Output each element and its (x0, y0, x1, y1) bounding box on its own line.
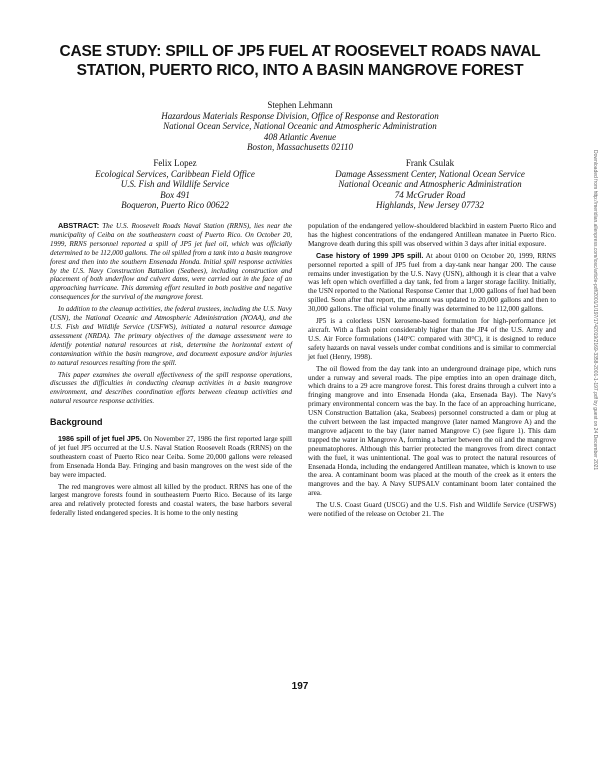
author-affiliation: National Oceanic and Atmospheric Administration (338, 179, 522, 189)
body-paragraph: Case history of 1999 JP5 spill. At about 0100 on October 20, 1999, RRNS personnel reported a spill of JP5 fuel from a day-tank near hangar 200. The cause remains under investigation by the U.S. Navy (USN), although it is clear that a valve was left open which overfilled a day tank, fed from a larger storage facility. Initially, the USN reported to the National Response Center that 1,000 gallons of fuel had been spilled. Soon after that report, the amount was updated to 20,000 gallons and then to 30,000 gallons. The official volume finally was determined to be 112,000 gallons. (308, 250, 556, 314)
abstract-label: ABSTRACT: (58, 221, 100, 230)
abstract-paragraph: In addition to the cleanup activities, the federal trustees, including the U.S. Navy (USN), the National Oceanic and Atmospheric Administration (NOAA), and the U.S. Fish and Wildlife Service (USFWS), initiated a natural resource damage assessment (NRDA). The primary objectives of the damage assessment were to identify potential natural resources at risk, determine the horizontal extent of contamination within the basin mangrove, and document exposure and/or injuries to natural resources resulting from the spill. (50, 305, 292, 367)
download-watermark: Downloaded from http://meridian.allenpress.com/iosc/article-pdf/2001/1/197/1742019/2169-3358-2001-1-197.pdf by guest on 24 December 2021 (592, 150, 598, 471)
left-column (50, 222, 292, 521)
left-author-block (50, 158, 300, 211)
author-affiliation: National Ocean Service, National Oceanic and Atmospheric Administration (163, 121, 437, 131)
paper-title: CASE STUDY: SPILL OF JP5 FUEL AT ROOSEVELT ROADS NAVAL STATION, PUERTO RICO, INTO A BASIN MANGROVE FOREST (59, 43, 541, 79)
author-address: Highlands, New Jersey 07732 (376, 200, 484, 210)
abstract (50, 222, 292, 406)
author-address: 74 McGruder Road (394, 189, 466, 200)
main-author-block (100, 100, 500, 153)
run-in-heading: 1986 spill of jet fuel JP5. (58, 434, 142, 444)
author-name: Felix Lopez (153, 158, 197, 168)
abstract-paragraph: This paper examines the overall effectiveness of the spill response operations, discusses the difficulties in conducting cleanup activities in a basin mangrove environment, and describes coordination efforts between cleanup activities and natural resource response activities. (50, 370, 292, 406)
author-address: Boqueron, Puerto Rico 00622 (121, 200, 229, 210)
author-address: Box 491 (160, 189, 190, 200)
page-number: 197 (291, 681, 309, 692)
author-affiliation: Hazardous Materials Response Division, Office of Response and Restoration (161, 110, 439, 121)
abstract-paragraph: ABSTRACT: The U.S. Roosevelt Roads Naval Station (RRNS), lies near the municipality of Ceiba on the southeastern coast of Puerto Rico. On October 20, 1999, RRNS personnel reported a spill of JP5 jet fuel oil, which was officially determined to be 112,000 gallons. The oil spilled from a tank into a basin mangrove forest and then into the southern Ensenada Honda. Initial spill response activities by the U.S. Navy Construction Battalion (Seabees), including construction and placement of both underflow and culvert dams, were carried out in the face of an approaching hurricane. This damming effort resulted in both positive and negative consequences for the survival of the mangrove forest. (50, 221, 292, 302)
author-name: Stephen Lehmann (267, 100, 333, 110)
section-heading-background: Background (50, 417, 103, 428)
author-affiliation: Ecological Services, Caribbean Field Office (95, 168, 255, 179)
author-affiliation: U.S. Fish and Wildlife Service (120, 179, 230, 189)
body-paragraph: population of the endangered yellow-shouldered blackbird in eastern Puerto Rico and has the highest concentrations of the endangered Antillean manatee in Puerto Rico. Mangrove death during this spill was observed within 3 days after initial exposure. (308, 222, 556, 248)
author-address: Boston, Massachusetts 02110 (246, 142, 354, 152)
author-name: Frank Csulak (405, 158, 455, 168)
author-affiliation: Damage Assessment Center, National Ocean Service (335, 168, 525, 179)
right-column (308, 222, 556, 522)
body-paragraph: 1986 spill of jet fuel JP5. On November 27, 1986 the first reported large spill of jet fuel JP5 occurred at the U.S. Naval Station Roosevelt Roads (RRNS) on the southeastern coast of Puerto Rico near Ceiba. Some 20,000 gallons were released from Ensenada Honda Bay. Fringing and basin mangroves on the west side of the bay were impacted. (50, 434, 293, 479)
run-in-heading: Case history of 1999 JP5 spill. (316, 250, 424, 260)
body-paragraph: The oil flowed from the day tank into an underground drainage pipe, which runs under a runway and several roads. The pipe empties into an open drainage ditch, which drains to a 29 acre mangrove forest. This forest drains through a culvert into a fringing mangrove and into Ensenada Honda (aka, Ensenada Bay). The Navy's primary environmental concern was the bay. In the face of an approaching hurricane, USN Construction Battalion (aka, Seabees) personnel constructed a dam or plug at the culvert between the last impacted mangrove (later named Mangrove A) and the mangrove adjacent to the bay (later named Mangrove C) (see figure 1). This dam trapped the water in Mangrove A, forming a barrier between the oil and the mangrove pneumatophores. Although this barrier protected the mangroves from direct contact with the fuel, it was unintentional. The goal was to protect the natural resources of Ensenada Honda, including the endangered Antillean manatee, which is known to use the area. A contaminant boom was placed at the mouth of the creek as it enters the mangroves and the bay. A Navy SUPSALV contaminant boom later contained the area. (308, 364, 556, 498)
body-paragraph: JP5 is a colorless USN kerosene-based formulation for high-performance jet aircraft. With a flash point considerably higher than the JP4 of the U.S. Army and U.S. Air Force formulations (140°C compared with 30°C), it is designed to reduce safety hazards on naval vessels under combat conditions and is similar to commercial jet fuel (Henry, 1998). (308, 317, 556, 361)
right-author-block (300, 158, 560, 211)
body-paragraph: The red mangroves were almost all killed by the product. RRNS has one of the largest mangrove forests found in southeastern Puerto Rico. Because of its large area and relatively protected forests and coastal waters, the base harbors several federally listed endangered species. It is home to the only nesting (50, 482, 292, 518)
author-address: 408 Atlantic Avenue (263, 131, 337, 142)
body-paragraph: The U.S. Coast Guard (USCG) and the U.S. Fish and Wildlife Service (USFWS) were notified of the release on October 21. The (308, 501, 556, 519)
